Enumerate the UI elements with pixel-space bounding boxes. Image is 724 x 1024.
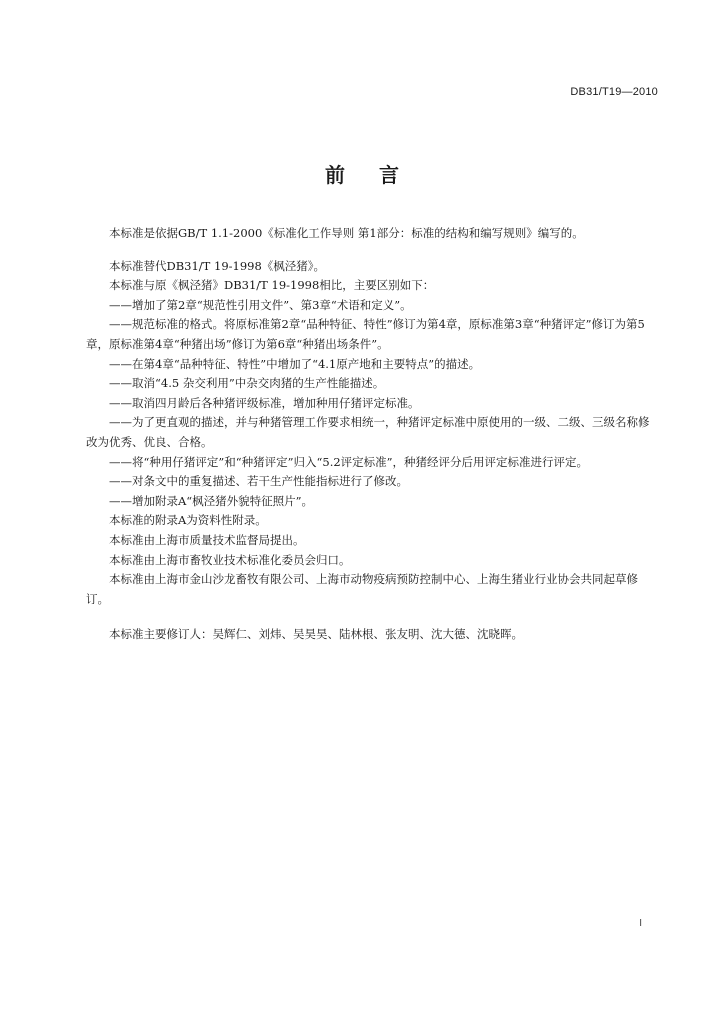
paragraph-differences-intro: 本标准与原《枫泾猪》DB31/T 19-1998相比，主要区别如下：	[109, 278, 435, 293]
paragraph-replaces: 本标准替代DB31/T 19-1998《枫泾猪》。	[109, 258, 326, 273]
list-item: ——为了更直观的描述，并与种猪管理工作要求相统一，种猪评定标准中原使用的一级、二级、三级名称修改为优秀、优良、合格。	[86, 415, 650, 449]
list-item: ——取消“4.5 杂交利用”中杂交肉猪的生产性能描述。	[109, 376, 385, 391]
list-item: ——将“种用仔猪评定”和“种猪评定”归入“5.2评定标准”，种猪经评分后用评定标准进行评定。	[109, 454, 589, 469]
list-item: ——在第4章“品种特征、特性”中增加了“4.1原产地和主要特点”的描述。	[109, 356, 481, 371]
paragraph-proposer: 本标准由上海市质量技术监督局提出。	[109, 532, 305, 547]
document-body	[86, 224, 658, 645]
list-item: ——规范标准的格式。将原标准第2章“品种特征、特性”修订为第4章，原标准第3章“种猪评定”修订为第5章，原标准第4章“种猪出场”修订为第6章“种猪出场条件”。	[86, 317, 645, 351]
list-item: ——对条文中的重复描述、若干生产性能指标进行了修改。	[109, 474, 408, 489]
list-item: ——取消四月龄后各种猪评级标准，增加种用仔猪评定标准。	[109, 395, 420, 410]
list-item: ——增加了第2章“规范性引用文件”、第3章“术语和定义”。	[109, 297, 412, 312]
page-title: 前言	[325, 163, 433, 187]
paragraph-basis: 本标准是依据GB/T 1.1-2000《标准化工作导则 第1部分：标准的结构和编写规则》编写的。	[109, 226, 584, 240]
paragraph-centralized: 本标准由上海市畜牧业技术标准化委员会归口。	[109, 552, 351, 567]
paragraph-drafters: 本标准由上海市金山沙龙畜牧有限公司、上海市动物疫病预防控制中心、上海生猪业行业协会共同起草修订。	[86, 572, 638, 606]
paragraph-revisers: 本标准主要修订人：吴辉仁、刘炜、吴昊昊、陆林根、张友明、沈大德、沈晓晖。	[109, 627, 523, 642]
list-item: ——增加附录A“枫泾猪外貌特征照片”。	[109, 493, 314, 508]
page-number: I	[639, 918, 642, 929]
paragraph-appendix: 本标准的附录A为资料性附录。	[109, 513, 267, 528]
document-code: DB31/T19—2010	[570, 86, 658, 98]
